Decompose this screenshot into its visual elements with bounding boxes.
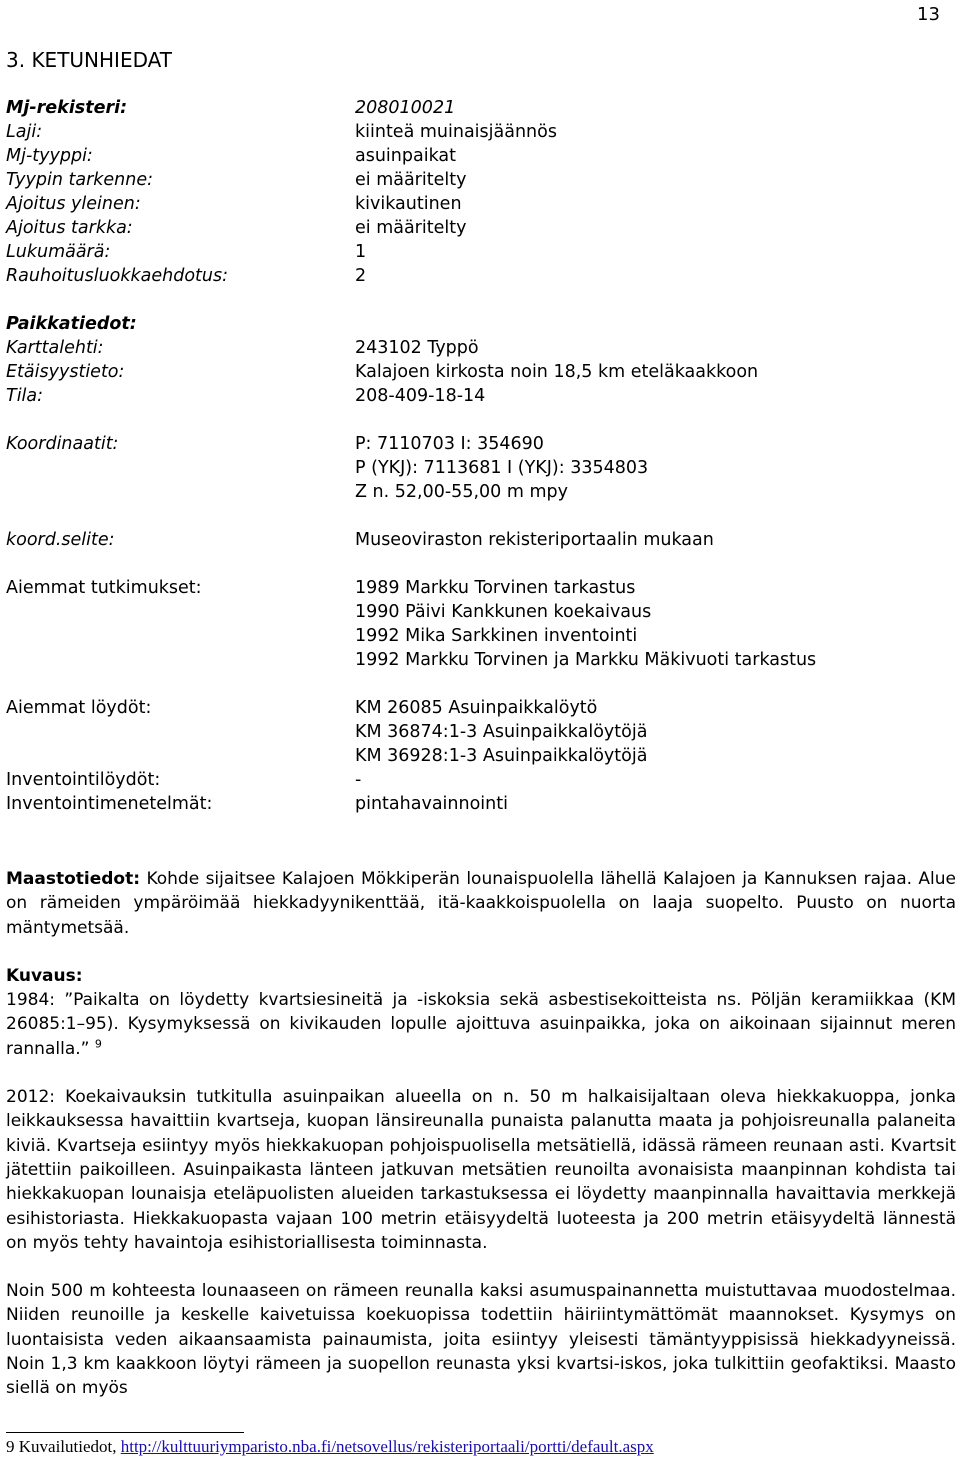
field-value: 208010021 xyxy=(355,98,456,118)
footnote xyxy=(6,1437,654,1457)
field-value: ei määritelty xyxy=(355,218,467,238)
field-aiemmat-loydot xyxy=(6,696,936,720)
find-item: KM 36928:1-3 Asuinpaikkalöytöjä xyxy=(355,746,648,766)
study-row xyxy=(6,648,936,672)
field-lukumaara xyxy=(6,240,936,264)
field-label: Rauhoitusluokkaehdotus: xyxy=(6,266,228,286)
location-title: Paikkatiedot: xyxy=(6,314,137,334)
field-label: Mj-tyyppi: xyxy=(6,146,93,166)
study-row xyxy=(6,624,936,648)
field-etaisyystieto xyxy=(6,360,936,384)
field-label: Koordinaatit: xyxy=(6,434,119,454)
description-paragraph-2012: 2012: Koekaivauksin tutkitulla asuinpaikan alueella on n. 50 m halkaisijaltaan oleva hiekkakuoppa, jonka leikkauksessa havaittiin kvartseja, kuopan länsireunalla punaista palanutta maata ja pohjoisreunalla palaneita kiviä. Kvartseja esiintyy myös hiekkakuopan pohjoispuolisella metsätiellä, idässä rämeen reunaan asti. Kvartsit jätettiin paikoilleen. Asuinpaikasta länteen jatkuvan metsätien reunoilta avonaisista maanpinnan kohdista tai hiekkakuopan lounaisja eteläpuolisten alueiden tarkastuksessa ei löydetty maanpinnalla havaittavia merkkejä esihistoriasta. Hiekkakuopasta vajaan 100 metrin etäisyydeltä luoteesta ja 200 metrin etäisyydeltä lännestä on myös tehty havaintoja esihistoriallisesta toiminnasta. xyxy=(6,1087,956,1253)
find-item: KM 36874:1-3 Asuinpaikkalöytöjä xyxy=(355,722,648,742)
field-label: Karttalehti: xyxy=(6,338,104,358)
description-label: Kuvaus: xyxy=(6,965,83,986)
field-value: - xyxy=(355,770,362,790)
footnote-reference: 9 xyxy=(94,1037,102,1051)
field-value: Kalajoen kirkosta noin 18,5 km eteläkaakkoon xyxy=(355,362,759,382)
field-label: Aiemmat tutkimukset: xyxy=(6,578,202,598)
field-label: Ajoitus tarkka: xyxy=(6,218,133,238)
field-mj-tyyppi xyxy=(6,144,936,168)
field-tila xyxy=(6,384,936,408)
field-value: pintahavainnointi xyxy=(355,794,508,814)
field-label: Inventointimenetelmät: xyxy=(6,794,213,814)
field-label: Mj-rekisteri: xyxy=(6,98,128,118)
footnote-divider xyxy=(6,1432,244,1433)
field-inventointiloydot xyxy=(6,768,936,792)
field-value: asuinpaikat xyxy=(355,146,456,166)
terrain-text: Kohde sijaitsee Kalajoen Mökkiperän lounaispuolella lähellä Kalajoen ja Kannuksen rajaa. Alue on rämeiden ympäröimää hiekkadyynikenttää, itä-kaakkoispuolella on laaja suopelto. Puusto on nuorta mäntymetsää. xyxy=(6,869,956,938)
field-value: ei määritelty xyxy=(355,170,467,190)
find-row xyxy=(6,720,936,744)
field-label: koord.selite: xyxy=(6,530,115,550)
field-value: 243102 Typpö xyxy=(355,338,479,358)
field-koord-selite xyxy=(6,528,936,552)
field-label: Lukumäärä: xyxy=(6,242,111,262)
field-value: 2 xyxy=(355,266,367,286)
terrain-label: Maastotiedot: xyxy=(6,869,141,889)
description-paragraph-3: Noin 500 m kohteesta lounaaseen on rämeen reunalla kaksi asumuspainannetta muistuttavaa muodostelmaa. Niiden reunoille ja keskelle kaivetuissa koekuopissa todettiin häiriintymättömät maannokset. Kysymys on luontaisista veden aikaansaamista painaumista, joita esiintyy yleisesti tämäntyyppisissä hiekkadyyneissä. Noin 1,3 km kaakkoon löytyi rämeen ja suopellon reunasta yksi kvartsi-iskos, joka tulkittiin geofaktiksi. Maasto siellä on myös xyxy=(6,1281,956,1399)
study-row xyxy=(6,600,936,624)
field-tyypin-tarkenne xyxy=(6,168,936,192)
field-rauhoitusluokkaehdotus xyxy=(6,264,936,288)
field-ajoitus-tarkka xyxy=(6,216,936,240)
field-mj-rekisteri xyxy=(6,96,936,120)
field-value: 208-409-18-14 xyxy=(355,386,486,406)
find-row xyxy=(6,744,936,768)
field-aiemmat-tutkimukset xyxy=(6,576,936,600)
field-value: kivikautinen xyxy=(355,194,462,214)
find-item: KM 26085 Asuinpaikkalöytö xyxy=(355,698,598,718)
coordinate-row xyxy=(6,456,936,480)
description-label-line xyxy=(6,964,956,988)
field-label: Ajoitus yleinen: xyxy=(6,194,141,214)
field-label: Aiemmat löydöt: xyxy=(6,698,152,718)
field-label: Laji: xyxy=(6,122,43,142)
section-heading: 3. KETUNHIEDAT xyxy=(6,48,172,72)
footnote-text: Kuvailutiedot, xyxy=(18,1437,121,1456)
body-text xyxy=(6,867,956,1401)
field-label: Tila: xyxy=(6,386,44,406)
description-text: 1984: ”Paikalta on löydetty kvartsiesineitä ja -iskoksia sekä asbestisekoitteista ns. Pöljän keramiikkaa (KM 26085:1–95). Kysymyksessä on kivikauden lopulle ajoittuva asuinpaikka, joka on aikoinaan sijainnut meren rannalla.” xyxy=(6,990,956,1059)
field-label: Tyypin tarkenne: xyxy=(6,170,154,190)
field-karttalehti xyxy=(6,336,936,360)
metadata-block xyxy=(6,96,936,816)
study-item: 1992 Mika Sarkkinen inventointi xyxy=(355,626,638,646)
study-item: 1990 Päivi Kankkunen koekaivaus xyxy=(355,602,652,622)
terrain-paragraph xyxy=(6,867,956,940)
field-value: kiinteä muinaisjäännös xyxy=(355,122,557,142)
field-ajoitus-yleinen xyxy=(6,192,936,216)
coordinate-line: Z n. 52,00-55,00 m mpy xyxy=(355,482,568,502)
field-koordinaatit xyxy=(6,432,936,456)
coordinate-line: P: 7110703 I: 354690 xyxy=(355,434,544,454)
field-label: Inventointilöydöt: xyxy=(6,770,161,790)
field-value: Museoviraston rekisteriportaalin mukaan xyxy=(355,530,714,550)
field-laji xyxy=(6,120,936,144)
location-title-row xyxy=(6,312,936,336)
field-value: 1 xyxy=(355,242,367,262)
coordinate-row xyxy=(6,480,936,504)
footnote-link[interactable]: http://kulttuuriymparisto.nba.fi/netsovellus/rekisteriportaali/portti/default.aspx xyxy=(120,1437,654,1456)
footnote-number: 9 xyxy=(6,1437,15,1456)
study-item: 1992 Markku Torvinen ja Markku Mäkivuoti tarkastus xyxy=(355,650,817,670)
page-number: 13 xyxy=(917,4,940,25)
study-item: 1989 Markku Torvinen tarkastus xyxy=(355,578,636,598)
field-label: Etäisyystieto: xyxy=(6,362,125,382)
field-inventointimenetelmat xyxy=(6,792,936,816)
coordinate-line: P (YKJ): 7113681 I (YKJ): 3354803 xyxy=(355,458,649,478)
description-paragraph-1984 xyxy=(6,988,956,1061)
